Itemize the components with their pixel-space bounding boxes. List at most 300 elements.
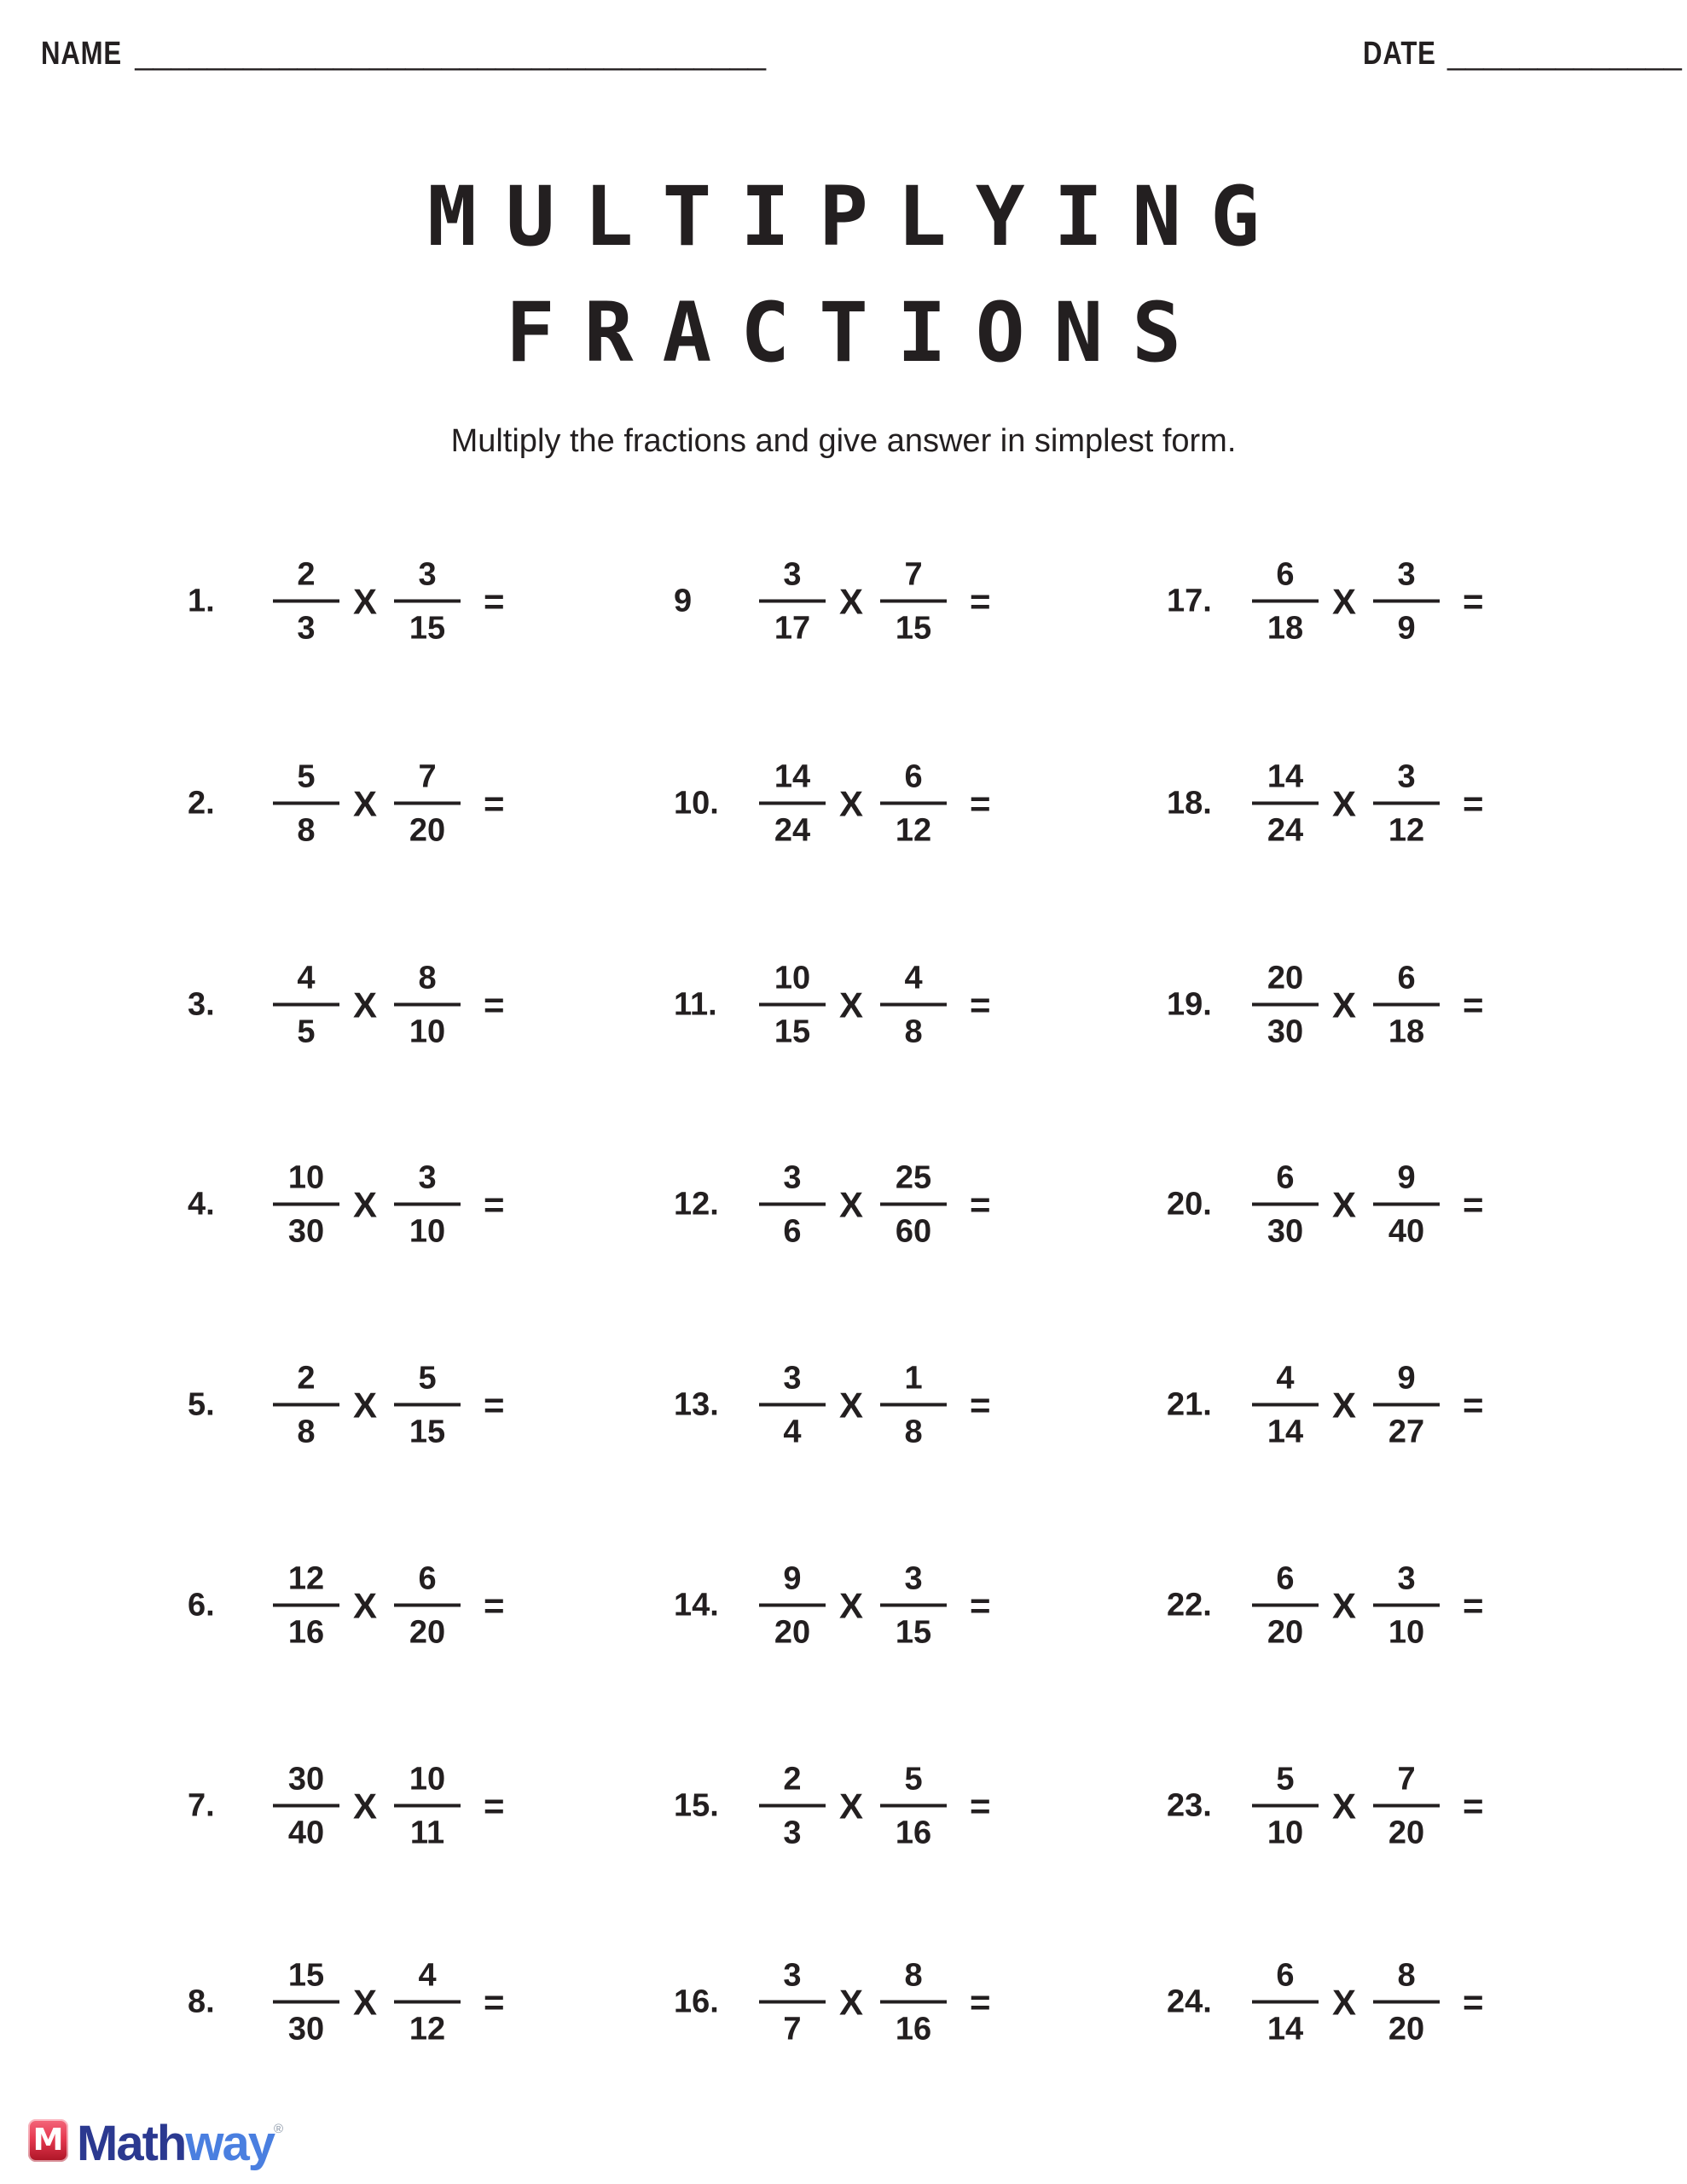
equals-sign: = xyxy=(484,1184,505,1224)
fraction-2 xyxy=(394,1959,461,2047)
fraction-2 xyxy=(880,1959,947,2047)
brand-math: Math xyxy=(77,2116,186,2171)
denominator: 20 xyxy=(409,812,446,849)
problem-9 xyxy=(674,558,991,646)
multiply-sign: X xyxy=(839,985,864,1025)
problem-19 xyxy=(1167,961,1484,1049)
problem-3 xyxy=(188,961,505,1049)
fraction-bar xyxy=(394,1003,461,1007)
numerator: 14 xyxy=(774,758,811,795)
fraction-1 xyxy=(273,1161,339,1249)
numerator: 3 xyxy=(783,556,802,593)
denominator: 15 xyxy=(774,1014,811,1050)
fraction-1 xyxy=(273,558,339,646)
fraction-bar xyxy=(1252,802,1319,805)
fraction-bar xyxy=(759,802,826,805)
fraction-1 xyxy=(759,1959,826,2047)
fraction-bar xyxy=(1252,600,1319,603)
fraction-bar xyxy=(880,1604,947,1607)
fraction-bar xyxy=(880,1804,947,1808)
fraction-bar xyxy=(1252,1003,1319,1007)
date-label: DATE xyxy=(1363,36,1436,72)
fraction-1 xyxy=(273,961,339,1049)
denominator: 10 xyxy=(409,1014,446,1050)
fraction-bar xyxy=(880,2001,947,2004)
denominator: 8 xyxy=(904,1014,923,1050)
equals-sign: = xyxy=(1463,1982,1484,2022)
numerator: 3 xyxy=(783,1957,802,1994)
fraction-bar xyxy=(394,1604,461,1607)
fraction-1 xyxy=(759,961,826,1049)
fraction-1 xyxy=(759,760,826,848)
multiply-sign: X xyxy=(839,1982,864,2022)
problem-13 xyxy=(674,1362,991,1449)
title-line-2: FRACTIONS xyxy=(505,285,1211,380)
fraction-bar xyxy=(1373,1604,1440,1607)
denominator: 20 xyxy=(409,1614,446,1651)
fraction-2 xyxy=(1373,760,1440,848)
fraction-1 xyxy=(1252,961,1319,1049)
equals-sign: = xyxy=(484,1385,505,1425)
problem-number: 3. xyxy=(188,986,215,1023)
fraction-bar xyxy=(1373,1203,1440,1206)
fraction-bar xyxy=(1252,1804,1319,1808)
numerator: 3 xyxy=(418,556,437,593)
multiply-sign: X xyxy=(1332,1385,1357,1425)
fraction-bar xyxy=(880,1203,947,1206)
numerator: 8 xyxy=(418,960,437,996)
fraction-1 xyxy=(273,760,339,848)
multiply-sign: X xyxy=(839,1585,864,1625)
numerator: 8 xyxy=(1397,1957,1416,1994)
problem-number: 9 xyxy=(674,583,693,619)
fraction-bar xyxy=(759,1804,826,1808)
multiply-sign: X xyxy=(353,783,378,823)
fraction-1 xyxy=(1252,1763,1319,1850)
numerator: 3 xyxy=(783,1159,802,1196)
fraction-2 xyxy=(394,1362,461,1449)
fraction-bar xyxy=(273,1003,339,1007)
denominator: 40 xyxy=(1388,1213,1425,1250)
equals-sign: = xyxy=(484,783,505,823)
denominator: 30 xyxy=(1267,1014,1304,1050)
equals-sign: = xyxy=(970,783,991,823)
fraction-2 xyxy=(880,558,947,646)
numerator: 4 xyxy=(418,1957,437,1994)
denominator: 30 xyxy=(287,2011,325,2048)
fraction-2 xyxy=(880,1562,947,1650)
denominator: 15 xyxy=(895,610,932,647)
equals-sign: = xyxy=(484,581,505,621)
equals-sign: = xyxy=(970,1385,991,1425)
denominator: 3 xyxy=(783,1815,802,1851)
problem-22 xyxy=(1167,1562,1484,1650)
fraction-bar xyxy=(880,1003,947,1007)
date-field xyxy=(1363,36,1682,73)
problem-number: 5. xyxy=(188,1386,215,1423)
fraction-bar xyxy=(273,1203,339,1206)
numerator: 7 xyxy=(418,758,437,795)
denominator: 40 xyxy=(287,1815,325,1851)
mathway-wordmark xyxy=(77,2115,283,2172)
instructions: Multiply the fractions and give answer in simplest form. xyxy=(450,423,1237,459)
numerator: 5 xyxy=(418,1360,437,1397)
multiply-sign: X xyxy=(839,783,864,823)
denominator: 6 xyxy=(783,1213,802,1250)
numerator: 3 xyxy=(1397,758,1416,795)
problem-23 xyxy=(1167,1763,1484,1850)
problem-number: 22. xyxy=(1167,1587,1212,1623)
fraction-bar xyxy=(394,1403,461,1407)
problem-8 xyxy=(188,1959,505,2047)
numerator: 6 xyxy=(418,1560,437,1597)
denominator: 12 xyxy=(1388,812,1425,849)
problem-number: 16. xyxy=(674,1984,719,2020)
problem-number: 8. xyxy=(188,1984,215,2020)
denominator: 60 xyxy=(895,1213,932,1250)
denominator: 7 xyxy=(783,2011,802,2048)
problem-number: 18. xyxy=(1167,785,1212,822)
numerator: 2 xyxy=(783,1761,802,1798)
fraction-bar xyxy=(394,1804,461,1808)
fraction-2 xyxy=(1373,961,1440,1049)
fraction-bar xyxy=(759,1203,826,1206)
problem-number: 2. xyxy=(188,785,215,822)
fraction-2 xyxy=(880,1362,947,1449)
problem-17 xyxy=(1167,558,1484,646)
denominator: 5 xyxy=(297,1014,316,1050)
equals-sign: = xyxy=(1463,985,1484,1025)
problem-14 xyxy=(674,1562,991,1650)
problem-18 xyxy=(1167,760,1484,848)
denominator: 10 xyxy=(1388,1614,1425,1651)
denominator: 10 xyxy=(1267,1815,1304,1851)
equals-sign: = xyxy=(970,1184,991,1224)
problem-number: 14. xyxy=(674,1587,719,1623)
problem-number: 12. xyxy=(674,1186,719,1223)
numerator: 6 xyxy=(1276,1560,1295,1597)
fraction-1 xyxy=(273,1362,339,1449)
equals-sign: = xyxy=(484,1786,505,1826)
denominator: 27 xyxy=(1388,1414,1425,1450)
fraction-bar xyxy=(394,1203,461,1206)
numerator: 4 xyxy=(904,960,923,996)
multiply-sign: X xyxy=(353,1385,378,1425)
page-title xyxy=(0,159,1687,391)
multiply-sign: X xyxy=(1332,581,1357,621)
fraction-bar xyxy=(759,1003,826,1007)
fraction-bar xyxy=(1373,1003,1440,1007)
problem-number: 17. xyxy=(1167,583,1212,619)
numerator: 4 xyxy=(297,960,316,996)
multiply-sign: X xyxy=(1332,1585,1357,1625)
multiply-sign: X xyxy=(353,1786,378,1826)
multiply-sign: X xyxy=(353,581,378,621)
problem-number: 13. xyxy=(674,1386,719,1423)
numerator: 14 xyxy=(1267,758,1304,795)
problem-2 xyxy=(188,760,505,848)
problem-number: 6. xyxy=(188,1587,215,1623)
numerator: 6 xyxy=(1276,1159,1295,1196)
denominator: 17 xyxy=(774,610,811,647)
denominator: 15 xyxy=(409,610,446,647)
multiply-sign: X xyxy=(839,1786,864,1826)
name-blank-line: ___________________________________ xyxy=(135,36,767,72)
fraction-bar xyxy=(1373,1804,1440,1808)
numerator: 2 xyxy=(297,1360,316,1397)
denominator: 20 xyxy=(1388,2011,1425,2048)
multiply-sign: X xyxy=(1332,783,1357,823)
denominator: 3 xyxy=(297,610,316,647)
fraction-1 xyxy=(1252,558,1319,646)
numerator: 3 xyxy=(904,1560,923,1597)
denominator: 4 xyxy=(783,1414,802,1450)
problem-number: 15. xyxy=(674,1787,719,1824)
problem-5 xyxy=(188,1362,505,1449)
name-label: NAME xyxy=(41,36,123,72)
equals-sign: = xyxy=(484,985,505,1025)
problem-6 xyxy=(188,1562,505,1650)
numerator: 6 xyxy=(1276,556,1295,593)
denominator: 24 xyxy=(1267,812,1304,849)
problem-4 xyxy=(188,1161,505,1249)
equals-sign: = xyxy=(970,581,991,621)
fraction-2 xyxy=(394,558,461,646)
numerator: 6 xyxy=(904,758,923,795)
fraction-1 xyxy=(759,1562,826,1650)
denominator: 30 xyxy=(1267,1213,1304,1250)
fraction-1 xyxy=(273,1959,339,2047)
fraction-bar xyxy=(759,600,826,603)
numerator: 3 xyxy=(783,1360,802,1397)
multiply-sign: X xyxy=(353,1184,378,1224)
multiply-sign: X xyxy=(353,1585,378,1625)
brand-way: way xyxy=(185,2116,274,2171)
fraction-bar xyxy=(394,802,461,805)
fraction-1 xyxy=(1252,1362,1319,1449)
fraction-bar xyxy=(273,600,339,603)
numerator: 9 xyxy=(1397,1360,1416,1397)
fraction-bar xyxy=(880,802,947,805)
denominator: 18 xyxy=(1388,1014,1425,1050)
registered-mark: ® xyxy=(273,2122,284,2136)
numerator: 4 xyxy=(1276,1360,1295,1397)
fraction-bar xyxy=(273,1403,339,1407)
problem-number: 19. xyxy=(1167,986,1212,1023)
numerator: 10 xyxy=(409,1761,446,1798)
denominator: 15 xyxy=(409,1414,446,1450)
equals-sign: = xyxy=(1463,1585,1484,1625)
equals-sign: = xyxy=(1463,1385,1484,1425)
numerator: 10 xyxy=(287,1159,325,1196)
numerator: 6 xyxy=(1276,1957,1295,1994)
problem-7 xyxy=(188,1763,505,1850)
fraction-bar xyxy=(394,600,461,603)
denominator: 12 xyxy=(895,812,932,849)
denominator: 16 xyxy=(895,2011,932,2048)
numerator: 1 xyxy=(904,1360,923,1397)
mathway-m-icon: M xyxy=(28,2119,68,2162)
denominator: 14 xyxy=(1267,2011,1304,2048)
denominator: 16 xyxy=(895,1815,932,1851)
mathway-logo xyxy=(28,2108,283,2172)
fraction-bar xyxy=(1373,1403,1440,1407)
fraction-2 xyxy=(1373,1959,1440,2047)
fraction-bar xyxy=(759,1604,826,1607)
fraction-bar xyxy=(273,2001,339,2004)
fraction-2 xyxy=(1373,1562,1440,1650)
denominator: 8 xyxy=(297,812,316,849)
numerator: 15 xyxy=(287,1957,325,1994)
multiply-sign: X xyxy=(839,1184,864,1224)
numerator: 5 xyxy=(904,1761,923,1798)
denominator: 12 xyxy=(409,2011,446,2048)
problem-number: 10. xyxy=(674,785,719,822)
fraction-bar xyxy=(1373,600,1440,603)
problem-number: 11. xyxy=(674,986,717,1023)
fraction-bar xyxy=(1252,1604,1319,1607)
fraction-2 xyxy=(1373,1362,1440,1449)
multiply-sign: X xyxy=(1332,985,1357,1025)
fraction-2 xyxy=(1373,1161,1440,1249)
denominator: 8 xyxy=(904,1414,923,1450)
problem-number: 24. xyxy=(1167,1984,1212,2020)
fraction-bar xyxy=(394,2001,461,2004)
problem-16 xyxy=(674,1959,991,2047)
fraction-bar xyxy=(1252,1403,1319,1407)
multiply-sign: X xyxy=(1332,1982,1357,2022)
multiply-sign: X xyxy=(1332,1184,1357,1224)
fraction-2 xyxy=(1373,1763,1440,1850)
denominator: 10 xyxy=(409,1213,446,1250)
multiply-sign: X xyxy=(353,985,378,1025)
fraction-1 xyxy=(759,558,826,646)
fraction-bar xyxy=(1252,1203,1319,1206)
numerator: 25 xyxy=(895,1159,932,1196)
equals-sign: = xyxy=(1463,783,1484,823)
fraction-2 xyxy=(394,1562,461,1650)
title-line-1: MULTIPLYING xyxy=(427,169,1289,264)
numerator: 6 xyxy=(1397,960,1416,996)
equals-sign: = xyxy=(484,1982,505,2022)
fraction-bar xyxy=(273,1804,339,1808)
fraction-2 xyxy=(394,961,461,1049)
fraction-1 xyxy=(273,1562,339,1650)
fraction-bar xyxy=(273,1604,339,1607)
denominator: 11 xyxy=(409,1815,445,1851)
problem-20 xyxy=(1167,1161,1484,1249)
date-blank-line: _____________ xyxy=(1447,36,1682,72)
equals-sign: = xyxy=(970,985,991,1025)
denominator: 8 xyxy=(297,1414,316,1450)
denominator: 20 xyxy=(1388,1815,1425,1851)
multiply-sign: X xyxy=(839,581,864,621)
numerator: 30 xyxy=(287,1761,325,1798)
fraction-2 xyxy=(880,961,947,1049)
fraction-2 xyxy=(394,1763,461,1850)
name-field xyxy=(41,36,766,73)
fraction-bar xyxy=(273,802,339,805)
fraction-2 xyxy=(880,1161,947,1249)
denominator: 16 xyxy=(287,1614,325,1651)
fraction-1 xyxy=(759,1362,826,1449)
equals-sign: = xyxy=(1463,581,1484,621)
denominator: 20 xyxy=(1267,1614,1304,1651)
problem-12 xyxy=(674,1161,991,1249)
numerator: 3 xyxy=(1397,556,1416,593)
multiply-sign: X xyxy=(353,1982,378,2022)
numerator: 20 xyxy=(1267,960,1304,996)
numerator: 9 xyxy=(1397,1159,1416,1196)
denominator: 9 xyxy=(1397,610,1416,647)
problem-1 xyxy=(188,558,505,646)
numerator: 7 xyxy=(904,556,923,593)
equals-sign: = xyxy=(1463,1184,1484,1224)
fraction-1 xyxy=(273,1763,339,1850)
numerator: 12 xyxy=(287,1560,325,1597)
multiply-sign: X xyxy=(839,1385,864,1425)
numerator: 8 xyxy=(904,1957,923,1994)
equals-sign: = xyxy=(484,1585,505,1625)
numerator: 5 xyxy=(1276,1761,1295,1798)
numerator: 5 xyxy=(297,758,316,795)
equals-sign: = xyxy=(970,1982,991,2022)
fraction-2 xyxy=(394,760,461,848)
fraction-1 xyxy=(1252,760,1319,848)
problem-10 xyxy=(674,760,991,848)
fraction-1 xyxy=(759,1161,826,1249)
fraction-bar xyxy=(880,600,947,603)
numerator: 10 xyxy=(774,960,811,996)
fraction-bar xyxy=(759,1403,826,1407)
equals-sign: = xyxy=(970,1585,991,1625)
numerator: 7 xyxy=(1397,1761,1416,1798)
denominator: 18 xyxy=(1267,610,1304,647)
fraction-bar xyxy=(1373,2001,1440,2004)
equals-sign: = xyxy=(1463,1786,1484,1826)
problem-24 xyxy=(1167,1959,1484,2047)
fraction-1 xyxy=(1252,1161,1319,1249)
problem-number: 1. xyxy=(188,583,215,619)
denominator: 14 xyxy=(1267,1414,1304,1450)
fraction-2 xyxy=(880,760,947,848)
fraction-1 xyxy=(1252,1562,1319,1650)
fraction-bar xyxy=(1373,802,1440,805)
fraction-2 xyxy=(880,1763,947,1850)
problem-15 xyxy=(674,1763,991,1850)
problem-number: 7. xyxy=(188,1787,215,1824)
fraction-bar xyxy=(1252,2001,1319,2004)
denominator: 15 xyxy=(895,1614,932,1651)
problem-number: 23. xyxy=(1167,1787,1212,1824)
problem-number: 20. xyxy=(1167,1186,1212,1223)
fraction-1 xyxy=(759,1763,826,1850)
fraction-1 xyxy=(1252,1959,1319,2047)
denominator: 24 xyxy=(774,812,811,849)
fraction-2 xyxy=(1373,558,1440,646)
problem-number: 4. xyxy=(188,1186,215,1223)
multiply-sign: X xyxy=(1332,1786,1357,1826)
problem-number: 21. xyxy=(1167,1386,1212,1423)
fraction-bar xyxy=(880,1403,947,1407)
equals-sign: = xyxy=(970,1786,991,1826)
problem-11 xyxy=(674,961,991,1049)
denominator: 20 xyxy=(774,1614,811,1651)
numerator: 9 xyxy=(783,1560,802,1597)
numerator: 3 xyxy=(418,1159,437,1196)
problem-21 xyxy=(1167,1362,1484,1449)
numerator: 3 xyxy=(1397,1560,1416,1597)
